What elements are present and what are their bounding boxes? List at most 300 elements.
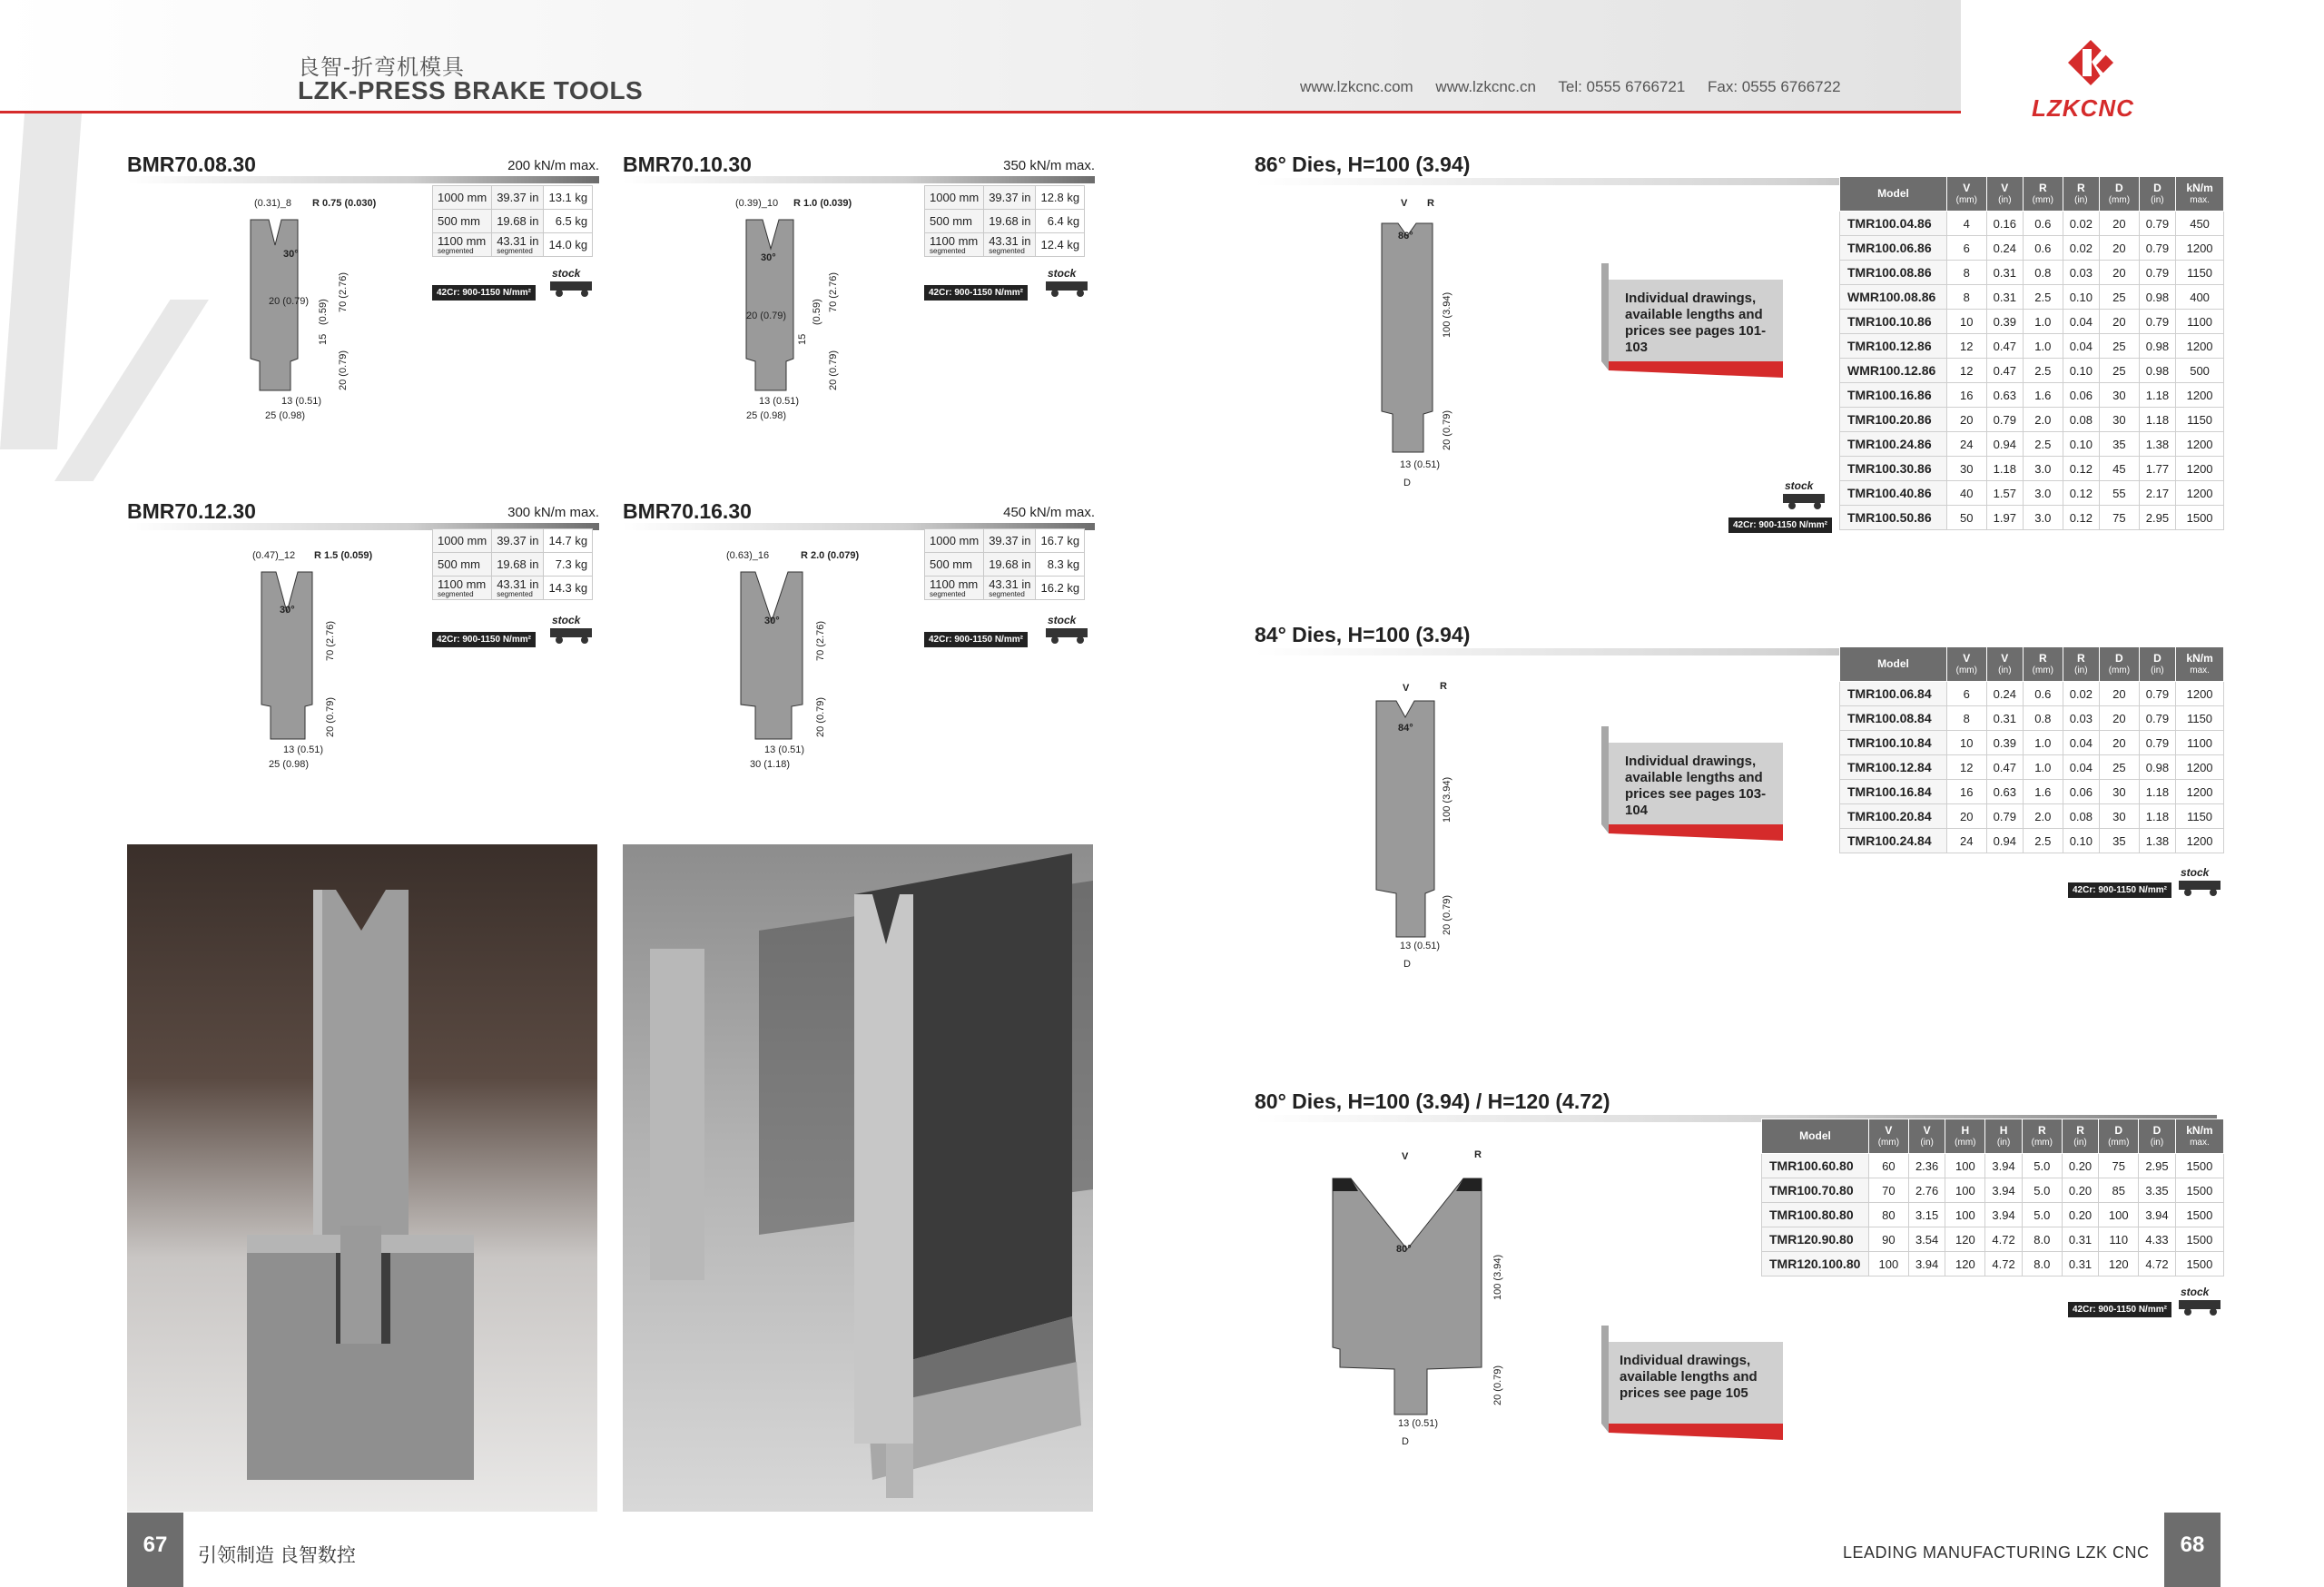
table-row bbox=[433, 210, 593, 233]
length-in-value: 43.31 in bbox=[989, 577, 1031, 591]
column-header bbox=[2063, 647, 2099, 682]
model-cell: TMR100.40.86 bbox=[1840, 481, 1947, 506]
value-cell: 20 bbox=[2100, 706, 2140, 731]
info-card-text: Individual drawings, available lengths and prices see page 105 bbox=[1620, 1353, 1758, 1401]
value-cell: 25 bbox=[2100, 285, 2140, 310]
dim-height: 70 (2.76) bbox=[815, 620, 826, 661]
column-header bbox=[1840, 177, 1947, 212]
column-header bbox=[2024, 177, 2063, 212]
value-cell: 20 bbox=[2100, 212, 2140, 236]
weight: 7.3 kg bbox=[544, 553, 593, 577]
value-cell: 2.5 bbox=[2024, 285, 2063, 310]
length-in: 39.37 in bbox=[984, 529, 1036, 553]
segmented-label: segmented bbox=[497, 247, 533, 255]
deco-stripe bbox=[0, 113, 82, 449]
table-row bbox=[925, 233, 1085, 257]
value-cell: 1500 bbox=[2176, 506, 2224, 530]
table-row bbox=[1762, 1227, 2224, 1252]
value-cell: 0.94 bbox=[1986, 432, 2023, 457]
value-cell: 0.63 bbox=[1986, 383, 2023, 408]
lzk-logo-icon bbox=[2066, 38, 2115, 87]
value-cell: 0.10 bbox=[2063, 432, 2099, 457]
dim-15: 15 bbox=[318, 333, 329, 345]
model-cell: TMR100.16.86 bbox=[1840, 383, 1947, 408]
column-header-unit: (in) bbox=[1998, 194, 2012, 205]
weight: 6.5 kg bbox=[544, 210, 593, 233]
column-header bbox=[1947, 647, 1987, 682]
value-cell: 6 bbox=[1947, 236, 1987, 261]
material-badge: 42Cr: 900-1150 N/mm² bbox=[432, 285, 536, 301]
value-cell: 2.95 bbox=[2139, 1154, 2176, 1178]
stock-icon bbox=[1781, 479, 1828, 510]
model-cell: TMR100.20.84 bbox=[1840, 804, 1947, 829]
column-header-unit: (in) bbox=[2150, 1137, 2164, 1148]
value-cell: 30 bbox=[1947, 457, 1987, 481]
value-cell: 20 bbox=[2100, 310, 2140, 334]
info-card-80 bbox=[1601, 1326, 1792, 1445]
dim-tang-width: 13 (0.51) bbox=[281, 396, 322, 407]
value-cell: 40 bbox=[1947, 481, 1987, 506]
dim-059: (0.59) bbox=[318, 299, 329, 325]
value-cell: 20 bbox=[2100, 682, 2140, 706]
length-mm bbox=[433, 577, 492, 600]
footer-en-slogan: LEADING MANUFACTURING LZK CNC bbox=[1843, 1543, 2150, 1562]
table-row bbox=[1762, 1154, 2224, 1178]
value-cell: 2.0 bbox=[2024, 804, 2063, 829]
punch-capacity: 350 kN/m max. bbox=[1003, 158, 1095, 173]
punch-block-bmr70-12-30 bbox=[127, 499, 599, 808]
website-link-com[interactable]: www.lzkcnc.com bbox=[1300, 78, 1413, 95]
table-row bbox=[433, 577, 593, 600]
page-number-left: 67 bbox=[127, 1513, 183, 1587]
value-cell: 2.5 bbox=[2024, 829, 2063, 853]
column-header bbox=[2062, 1119, 2099, 1154]
value-cell: 1200 bbox=[2176, 829, 2224, 853]
value-cell: 25 bbox=[2100, 359, 2140, 383]
value-cell: 12 bbox=[1947, 334, 1987, 359]
segmented-label: segmented bbox=[989, 247, 1025, 255]
value-cell: 100 bbox=[2099, 1203, 2139, 1227]
column-header-unit: (in) bbox=[2151, 194, 2164, 205]
dim-tang-width: 13 (0.51) bbox=[759, 396, 800, 407]
value-cell: 50 bbox=[1947, 506, 1987, 530]
value-cell: 2.5 bbox=[2024, 359, 2063, 383]
value-cell: 0.06 bbox=[2063, 383, 2099, 408]
length-mm-value: 1100 mm bbox=[930, 577, 979, 591]
column-header-label: D bbox=[2152, 1123, 2162, 1137]
stock-label: stock bbox=[2181, 866, 2210, 879]
value-cell: 3.94 bbox=[1985, 1154, 2023, 1178]
header-contact bbox=[1300, 78, 1859, 96]
dim-tang: 20 (0.79) bbox=[338, 350, 349, 390]
column-header-label: V bbox=[1963, 181, 1971, 194]
punch-title: BMR70.10.30 bbox=[623, 153, 752, 176]
value-cell: 0.47 bbox=[1986, 755, 2023, 780]
dim-base: 25 (0.98) bbox=[269, 759, 310, 770]
length-mm: 500 mm bbox=[925, 553, 984, 577]
model-cell: TMR100.04.86 bbox=[1840, 212, 1947, 236]
value-cell: 400 bbox=[2176, 285, 2224, 310]
value-cell: 24 bbox=[1947, 829, 1987, 853]
info-card-84 bbox=[1601, 726, 1792, 846]
weight: 14.7 kg bbox=[544, 529, 593, 553]
dim-tang: 20 (0.79) bbox=[1492, 1365, 1503, 1405]
value-cell: 0.79 bbox=[2139, 236, 2175, 261]
info-card-86 bbox=[1601, 263, 1792, 383]
table-row bbox=[1840, 334, 2224, 359]
column-header-unit: (mm) bbox=[1955, 194, 1977, 205]
section-title-80-dies: 80° Dies, H=100 (3.94) / H=120 (4.72) bbox=[1255, 1089, 1610, 1113]
value-cell: 1200 bbox=[2176, 755, 2224, 780]
value-cell: 1500 bbox=[2175, 1154, 2223, 1178]
value-cell: 0.24 bbox=[1986, 682, 2023, 706]
table-row bbox=[925, 529, 1085, 553]
value-cell: 2.5 bbox=[2024, 432, 2063, 457]
length-in bbox=[984, 233, 1036, 257]
model-cell: TMR100.70.80 bbox=[1762, 1178, 1869, 1203]
header-en-title: LZK-PRESS BRAKE TOOLS bbox=[298, 76, 644, 104]
value-cell: 2.36 bbox=[1908, 1154, 1945, 1178]
model-cell: TMR100.60.80 bbox=[1762, 1154, 1869, 1178]
dim-height: 100 (3.94) bbox=[1492, 1254, 1503, 1300]
table-header-row bbox=[1762, 1119, 2224, 1154]
value-cell: 3.94 bbox=[1908, 1252, 1945, 1276]
dies-80-table bbox=[1761, 1119, 2224, 1276]
model-cell: WMR100.12.86 bbox=[1840, 359, 1947, 383]
dim-radius: R 2.0 (0.079) bbox=[801, 550, 860, 561]
column-header bbox=[1762, 1119, 1869, 1154]
length-in bbox=[492, 577, 544, 600]
section-title-86-dies: 86° Dies, H=100 (3.94) bbox=[1255, 153, 1471, 176]
page-number-right: 68 bbox=[2164, 1513, 2221, 1587]
weight: 8.3 kg bbox=[1036, 553, 1085, 577]
value-cell: 0.31 bbox=[1986, 706, 2023, 731]
column-header-label: D bbox=[2114, 1123, 2123, 1137]
column-header-label: Model bbox=[1799, 1129, 1831, 1142]
info-card-text: Individual drawings, available lengths and prices see pages 101-103 bbox=[1625, 291, 1767, 355]
die-drawing-84 bbox=[1374, 699, 1441, 962]
value-cell: 55 bbox=[2100, 481, 2140, 506]
material-badge: 42Cr: 900-1150 N/mm² bbox=[2068, 882, 2171, 898]
dim-angle: 84° bbox=[1398, 723, 1413, 734]
stock-icon bbox=[1044, 267, 1091, 298]
length-mm-value: 1100 mm bbox=[438, 577, 487, 591]
value-cell: 8.0 bbox=[2022, 1227, 2062, 1252]
value-cell: 0.39 bbox=[1986, 310, 2023, 334]
model-cell: TMR100.06.86 bbox=[1840, 236, 1947, 261]
table-row bbox=[1840, 261, 2224, 285]
segmented-label: segmented bbox=[497, 590, 533, 598]
table-row bbox=[1840, 706, 2224, 731]
dim-tang-width: 13 (0.51) bbox=[1400, 459, 1441, 470]
value-cell: 1.57 bbox=[1986, 481, 2023, 506]
dies-84-table bbox=[1839, 646, 2224, 853]
dim-top: (0.47)_12 bbox=[252, 550, 296, 561]
value-cell: 0.8 bbox=[2024, 706, 2063, 731]
table-row bbox=[925, 577, 1085, 600]
model-cell: TMR120.90.80 bbox=[1762, 1227, 1869, 1252]
table-row bbox=[1840, 682, 2224, 706]
dim-angle: 30° bbox=[761, 252, 776, 263]
model-cell: TMR100.08.84 bbox=[1840, 706, 1947, 731]
dim-height: 100 (3.94) bbox=[1442, 291, 1452, 338]
value-cell: 4.72 bbox=[1985, 1227, 2023, 1252]
value-cell: 0.31 bbox=[2062, 1227, 2099, 1252]
value-cell: 1500 bbox=[2175, 1252, 2223, 1276]
value-cell: 0.24 bbox=[1986, 236, 2023, 261]
stock-icon bbox=[1044, 614, 1091, 645]
column-header bbox=[2024, 647, 2063, 682]
value-cell: 10 bbox=[1947, 731, 1987, 755]
dim-radius: R 1.5 (0.059) bbox=[314, 550, 373, 561]
value-cell: 0.10 bbox=[2063, 285, 2099, 310]
weight: 14.0 kg bbox=[544, 233, 593, 257]
column-header-unit: (mm) bbox=[2032, 194, 2053, 205]
column-header bbox=[1985, 1119, 2023, 1154]
table-row bbox=[1840, 236, 2224, 261]
fax-number: Fax: 0555 6766722 bbox=[1708, 78, 1841, 95]
value-cell: 100 bbox=[1945, 1178, 1985, 1203]
column-header bbox=[2175, 1119, 2223, 1154]
value-cell: 450 bbox=[2176, 212, 2224, 236]
column-header-label: R bbox=[2039, 181, 2047, 194]
table-row bbox=[1840, 506, 2224, 530]
dim-v: V bbox=[1401, 198, 1408, 209]
value-cell: 0.31 bbox=[2062, 1252, 2099, 1276]
value-cell: 0.04 bbox=[2063, 755, 2099, 780]
model-cell: TMR100.24.84 bbox=[1840, 829, 1947, 853]
table-row bbox=[925, 553, 1085, 577]
stock-label: stock bbox=[552, 267, 581, 280]
length-in: 19.68 in bbox=[984, 210, 1036, 233]
value-cell: 1150 bbox=[2176, 804, 2224, 829]
punch-title: BMR70.12.30 bbox=[127, 499, 256, 523]
column-header-unit: (in) bbox=[1998, 665, 2012, 675]
length-in-value: 43.31 in bbox=[989, 234, 1031, 248]
dim-tang-width: 13 (0.51) bbox=[283, 744, 324, 755]
dim-width: 20 (0.79) bbox=[269, 296, 310, 307]
column-header-label: Model bbox=[1877, 657, 1909, 670]
value-cell: 3.94 bbox=[2139, 1203, 2176, 1227]
value-cell: 1200 bbox=[2176, 432, 2224, 457]
segmented-label: segmented bbox=[438, 590, 474, 598]
column-header-label: R bbox=[2076, 1123, 2084, 1137]
dim-d: D bbox=[1403, 478, 1411, 488]
website-link-cn[interactable]: www.lzkcnc.cn bbox=[1435, 78, 1536, 95]
value-cell: 0.20 bbox=[2062, 1178, 2099, 1203]
length-in: 39.37 in bbox=[492, 186, 544, 210]
stock-label: stock bbox=[1785, 479, 1814, 492]
value-cell: 1200 bbox=[2176, 457, 2224, 481]
value-cell: 0.04 bbox=[2063, 334, 2099, 359]
value-cell: 45 bbox=[2100, 457, 2140, 481]
dim-059: (0.59) bbox=[812, 299, 822, 325]
table-header-row bbox=[1840, 647, 2224, 682]
value-cell: 0.02 bbox=[2063, 682, 2099, 706]
value-cell: 6 bbox=[1947, 682, 1987, 706]
value-cell: 1100 bbox=[2176, 731, 2224, 755]
value-cell: 90 bbox=[1869, 1227, 1909, 1252]
value-cell: 60 bbox=[1869, 1154, 1909, 1178]
dim-radius: R 1.0 (0.039) bbox=[793, 198, 852, 209]
value-cell: 0.31 bbox=[1986, 261, 2023, 285]
value-cell: 1150 bbox=[2176, 261, 2224, 285]
column-header-unit: (mm) bbox=[2031, 1137, 2053, 1148]
stock-label: stock bbox=[552, 614, 581, 626]
dim-base: 25 (0.98) bbox=[746, 410, 787, 421]
table-row bbox=[433, 233, 593, 257]
value-cell: 1.18 bbox=[2139, 408, 2175, 432]
table-row bbox=[1840, 212, 2224, 236]
dim-v: V bbox=[1403, 683, 1410, 694]
value-cell: 4.72 bbox=[2139, 1252, 2176, 1276]
value-cell: 20 bbox=[1947, 804, 1987, 829]
value-cell: 0.03 bbox=[2063, 706, 2099, 731]
table-row bbox=[1762, 1203, 2224, 1227]
dim-angle: 30° bbox=[764, 616, 780, 626]
length-in bbox=[492, 233, 544, 257]
column-header bbox=[1945, 1119, 1985, 1154]
value-cell: 0.12 bbox=[2063, 457, 2099, 481]
punch-drawing bbox=[260, 570, 318, 752]
column-header-unit: (in) bbox=[1920, 1137, 1934, 1148]
value-cell: 24 bbox=[1947, 432, 1987, 457]
length-mm bbox=[925, 577, 984, 600]
model-cell: TMR120.100.80 bbox=[1762, 1252, 1869, 1276]
punch-drawing bbox=[739, 570, 808, 752]
value-cell: 25 bbox=[2100, 334, 2140, 359]
value-cell: 0.47 bbox=[1986, 359, 2023, 383]
die-drawing-80 bbox=[1331, 1177, 1485, 1422]
length-mm bbox=[433, 233, 492, 257]
value-cell: 30 bbox=[2100, 780, 2140, 804]
weight: 6.4 kg bbox=[1036, 210, 1085, 233]
column-header bbox=[2022, 1119, 2062, 1154]
value-cell: 80 bbox=[1869, 1203, 1909, 1227]
table-row bbox=[1840, 481, 2224, 506]
value-cell: 2.95 bbox=[2139, 506, 2175, 530]
value-cell: 1.6 bbox=[2024, 383, 2063, 408]
value-cell: 0.79 bbox=[2139, 310, 2175, 334]
length-in bbox=[984, 577, 1036, 600]
table-row bbox=[925, 186, 1085, 210]
table-row bbox=[1840, 457, 2224, 481]
value-cell: 3.0 bbox=[2024, 457, 2063, 481]
column-header-unit: (in) bbox=[2074, 665, 2088, 675]
model-cell: TMR100.24.86 bbox=[1840, 432, 1947, 457]
dim-angle: 30° bbox=[283, 249, 299, 260]
title-rule bbox=[623, 176, 1095, 183]
value-cell: 0.79 bbox=[1986, 408, 2023, 432]
column-header-unit: max. bbox=[2190, 1137, 2210, 1148]
length-mm-value: 1100 mm bbox=[438, 234, 487, 248]
table-row bbox=[1840, 359, 2224, 383]
length-in: 39.37 in bbox=[984, 186, 1036, 210]
value-cell: 0.02 bbox=[2063, 236, 2099, 261]
dim-tang: 20 (0.79) bbox=[1442, 409, 1452, 450]
value-cell: 0.16 bbox=[1986, 212, 2023, 236]
stock-label: stock bbox=[1048, 267, 1077, 280]
value-cell: 75 bbox=[2100, 506, 2140, 530]
punch-photo-left bbox=[127, 844, 597, 1512]
table-row bbox=[1840, 383, 2224, 408]
value-cell: 75 bbox=[2099, 1154, 2139, 1178]
column-header-unit: (mm) bbox=[1955, 665, 1977, 675]
value-cell: 5.0 bbox=[2022, 1154, 2062, 1178]
column-header-label: H bbox=[1999, 1123, 2008, 1137]
header-rule bbox=[0, 111, 1961, 113]
value-cell: 0.94 bbox=[1986, 829, 2023, 853]
model-cell: TMR100.06.84 bbox=[1840, 682, 1947, 706]
value-cell: 0.6 bbox=[2024, 236, 2063, 261]
material-badge: 42Cr: 900-1150 N/mm² bbox=[2068, 1302, 2171, 1317]
value-cell: 0.20 bbox=[2062, 1203, 2099, 1227]
value-cell: 0.06 bbox=[2063, 780, 2099, 804]
table-row bbox=[925, 210, 1085, 233]
stock-icon bbox=[548, 614, 596, 645]
model-cell: TMR100.50.86 bbox=[1840, 506, 1947, 530]
value-cell: 20 bbox=[2100, 261, 2140, 285]
column-header-label: V bbox=[1923, 1123, 1931, 1137]
value-cell: 0.79 bbox=[2139, 212, 2175, 236]
length-in-value: 43.31 in bbox=[497, 577, 539, 591]
punch-length-table bbox=[432, 185, 593, 257]
value-cell: 3.54 bbox=[1908, 1227, 1945, 1252]
length-in: 19.68 in bbox=[492, 210, 544, 233]
weight: 13.1 kg bbox=[544, 186, 593, 210]
value-cell: 10 bbox=[1947, 310, 1987, 334]
value-cell: 1200 bbox=[2176, 236, 2224, 261]
value-cell: 30 bbox=[2100, 804, 2140, 829]
column-header-unit: max. bbox=[2190, 665, 2210, 675]
length-in: 19.68 in bbox=[492, 553, 544, 577]
column-header-label: Model bbox=[1877, 187, 1909, 200]
punch-capacity: 450 kN/m max. bbox=[1003, 505, 1095, 520]
punch-block-bmr70-08-30 bbox=[127, 153, 599, 461]
column-header bbox=[1947, 177, 1987, 212]
value-cell: 1150 bbox=[2176, 706, 2224, 731]
value-cell: 35 bbox=[2100, 829, 2140, 853]
value-cell: 3.0 bbox=[2024, 481, 2063, 506]
dim-tang: 20 (0.79) bbox=[325, 696, 336, 737]
value-cell: 3.15 bbox=[1908, 1203, 1945, 1227]
stock-label: stock bbox=[1048, 614, 1077, 626]
table-row bbox=[1840, 731, 2224, 755]
column-header-unit: (mm) bbox=[2108, 194, 2131, 205]
value-cell: 0.08 bbox=[2063, 408, 2099, 432]
column-header bbox=[2176, 647, 2224, 682]
value-cell: 70 bbox=[1869, 1178, 1909, 1203]
table-row bbox=[1762, 1178, 2224, 1203]
model-cell: TMR100.12.86 bbox=[1840, 334, 1947, 359]
table-row bbox=[433, 553, 593, 577]
column-header-unit: (mm) bbox=[2032, 665, 2053, 675]
value-cell: 85 bbox=[2099, 1178, 2139, 1203]
material-badge: 42Cr: 900-1150 N/mm² bbox=[924, 285, 1028, 301]
dim-d: D bbox=[1403, 959, 1411, 970]
value-cell: 0.98 bbox=[2139, 755, 2175, 780]
dim-height: 70 (2.76) bbox=[325, 620, 336, 661]
value-cell: 16 bbox=[1947, 780, 1987, 804]
segmented-label: segmented bbox=[989, 590, 1025, 598]
value-cell: 0.08 bbox=[2063, 804, 2099, 829]
dim-height: 100 (3.94) bbox=[1442, 776, 1452, 823]
value-cell: 4.33 bbox=[2139, 1227, 2176, 1252]
column-header-label: D bbox=[2115, 181, 2123, 194]
value-cell: 0.20 bbox=[2062, 1154, 2099, 1178]
value-cell: 0.10 bbox=[2063, 359, 2099, 383]
value-cell: 30 bbox=[2100, 408, 2140, 432]
